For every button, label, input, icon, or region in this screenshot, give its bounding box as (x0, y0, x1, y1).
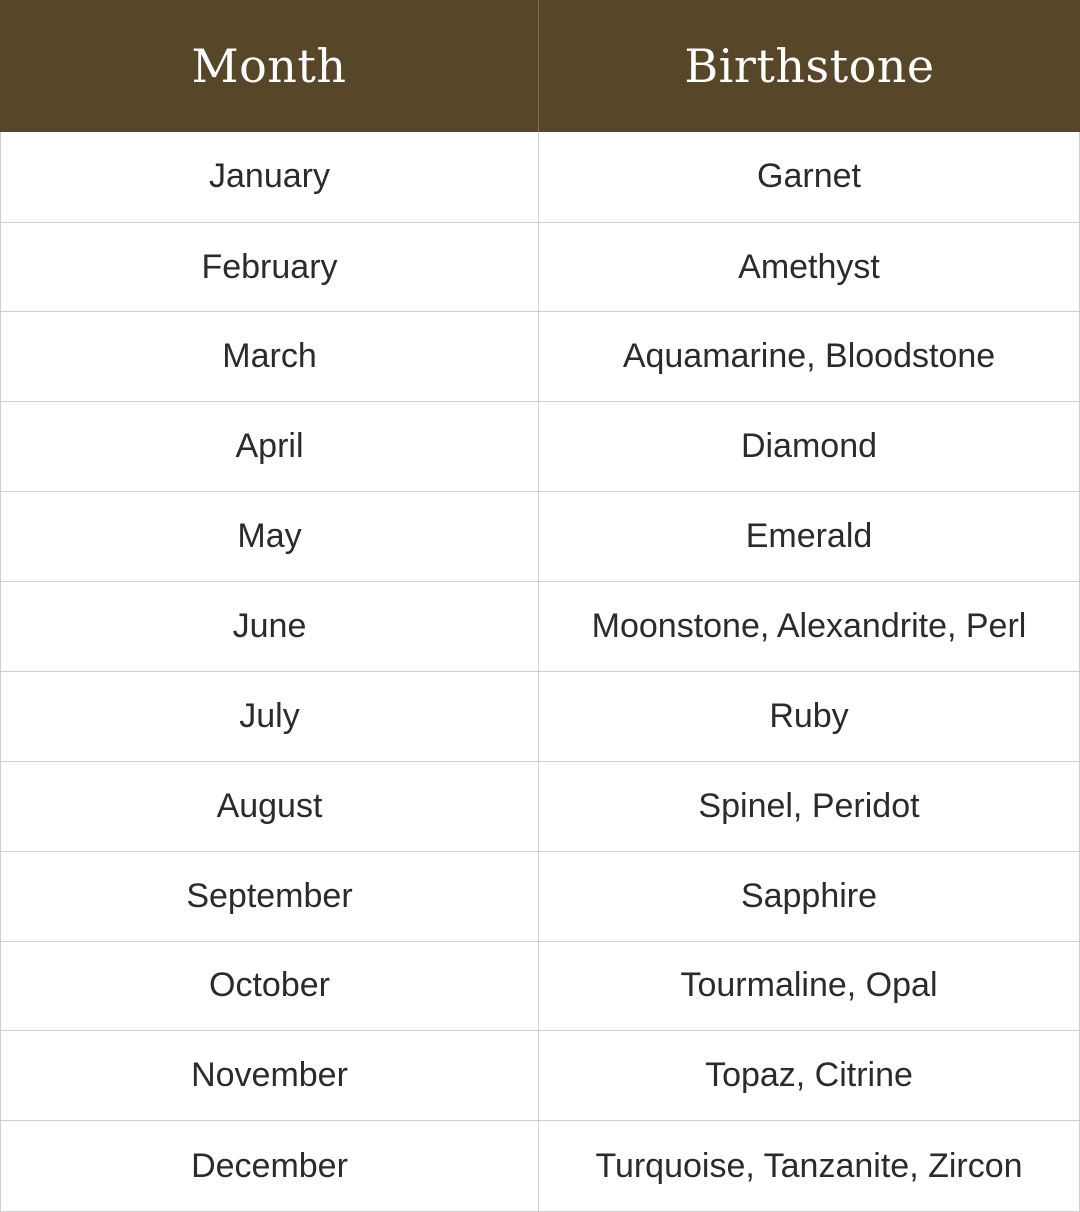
table-row (0, 852, 1080, 942)
header-month: Month (0, 0, 539, 132)
month-cell: February (0, 223, 539, 312)
month-cell: August (0, 762, 539, 851)
birthstone-cell: Aquamarine, Bloodstone (539, 312, 1080, 401)
table-row (0, 582, 1080, 672)
birthstone-cell: Turquoise, Tanzanite, Zircon (539, 1121, 1080, 1211)
table-row (0, 402, 1080, 492)
month-cell: March (0, 312, 539, 401)
month-cell: September (0, 852, 539, 941)
birthstone-cell: Tourmaline, Opal (539, 942, 1080, 1031)
table-row (0, 762, 1080, 852)
birthstone-cell: Amethyst (539, 223, 1080, 312)
birthstone-cell: Diamond (539, 402, 1080, 491)
month-cell: May (0, 492, 539, 581)
month-cell: October (0, 942, 539, 1031)
table-row (0, 942, 1080, 1032)
table-header-row (0, 0, 1080, 132)
table-row (0, 223, 1080, 313)
table-row (0, 1121, 1080, 1212)
month-cell: January (0, 132, 539, 222)
birthstone-cell: Spinel, Peridot (539, 762, 1080, 851)
birthstone-cell: Topaz, Citrine (539, 1031, 1080, 1120)
birthstone-cell: Sapphire (539, 852, 1080, 941)
table-row (0, 492, 1080, 582)
birthstone-cell: Garnet (539, 132, 1080, 222)
header-birthstone: Birthstone (684, 38, 935, 93)
table-row (0, 672, 1080, 762)
month-cell: June (0, 582, 539, 671)
birthstone-cell: Ruby (539, 672, 1080, 761)
month-cell: November (0, 1031, 539, 1120)
month-cell: December (0, 1121, 539, 1211)
month-cell: July (0, 672, 539, 761)
table-row (0, 1031, 1080, 1121)
birthstone-cell: Moonstone, Alexandrite, Perl (539, 582, 1080, 671)
table-row (0, 312, 1080, 402)
table-row (0, 132, 1080, 223)
month-cell: April (0, 402, 539, 491)
birthstone-cell: Emerald (539, 492, 1080, 581)
